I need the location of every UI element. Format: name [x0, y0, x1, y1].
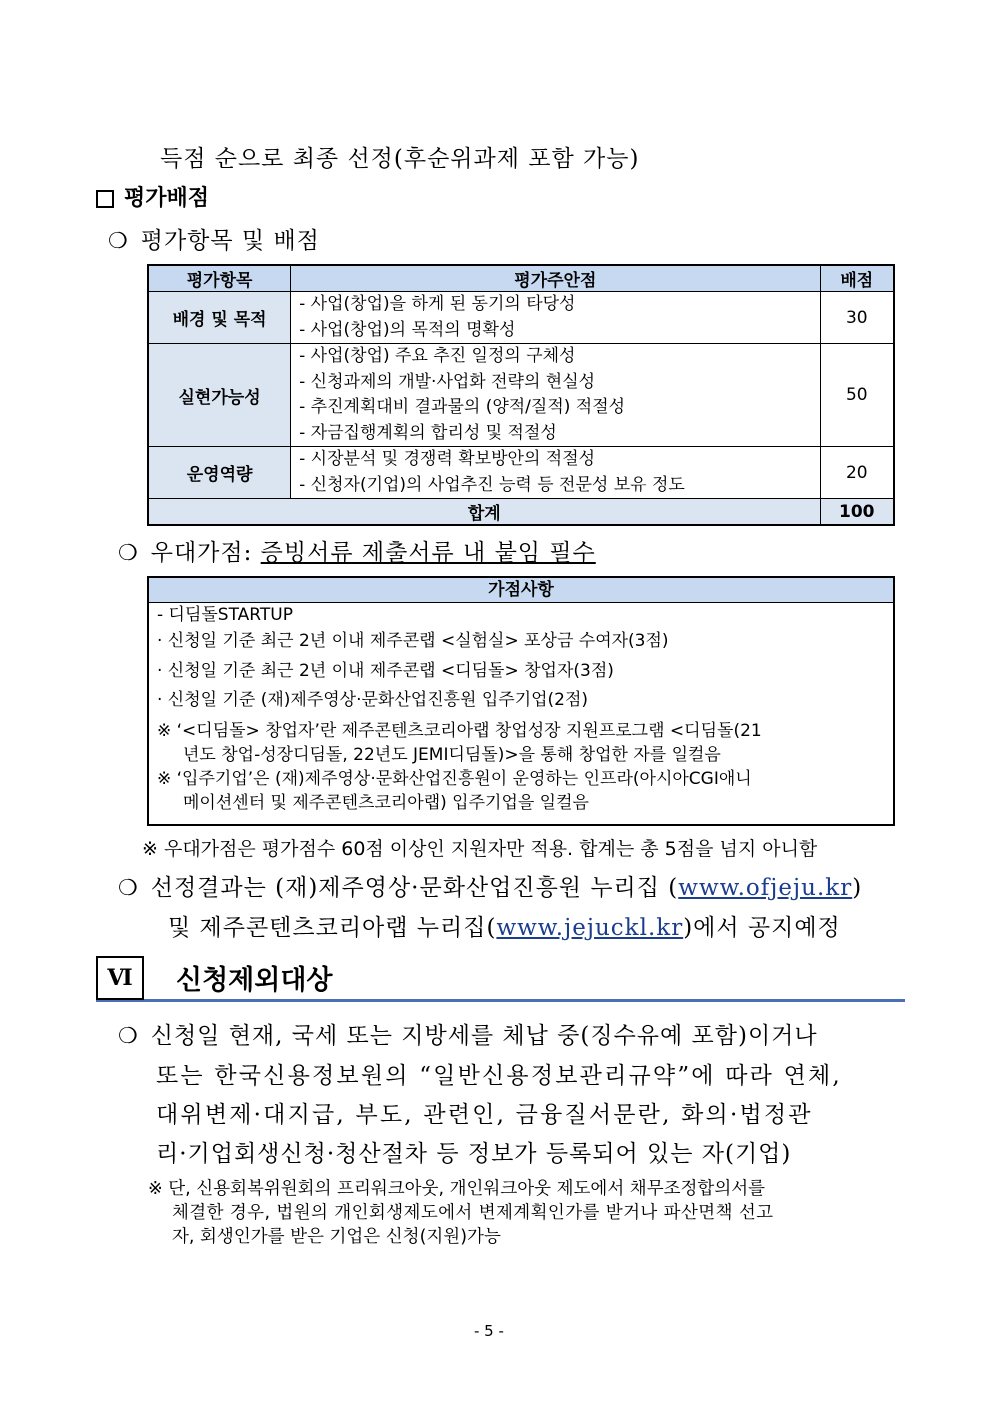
row-items: [291, 344, 820, 447]
bonus-box-header: 가점사항: [149, 578, 893, 603]
criteria-item: - 자금집행계획의 합리성 및 적절성: [299, 422, 557, 443]
col-header-category: 평가항목: [148, 265, 291, 292]
bonus-footnote: ※ 우대가점은 평가점수 60점 이상인 지원자만 적용. 합계는 총 5점을 넘지 아니함: [142, 838, 818, 860]
col-header-score: 배점: [820, 265, 894, 292]
criteria-item: - 사업(창업)을 하게 된 동기의 타당성: [299, 294, 576, 314]
table-row: [148, 292, 894, 344]
ofjeju-link[interactable]: www.ofjeju.kr: [678, 875, 853, 901]
section-rule: [96, 999, 905, 1002]
announce-text: ): [852, 875, 863, 901]
circle-bullet-icon: ❍: [108, 229, 129, 254]
announce-text: 선정결과는 (재)제주영상·문화산업진흥원 누리집 (: [150, 875, 679, 901]
announce-text: )에서 공지예정: [683, 915, 841, 941]
row-items: [291, 447, 820, 499]
announce-line-2: [168, 909, 841, 942]
continuation-text: 득점 순으로 최종 선정(후순위과제 포함 가능): [160, 146, 640, 172]
row-category: 배경 및 목적: [148, 292, 291, 344]
section-number-box: Ⅵ: [96, 956, 144, 1000]
bonus-box-body: [149, 603, 893, 815]
total-row: [148, 499, 894, 526]
exclusion-line: 대위변제·대지급, 부도, 관련인, 금융질서문란, 화의·법정관: [156, 1102, 813, 1128]
exclusion-line: 또는 한국신용정보원의 “일반신용정보관리규약”에 따라 연체,: [156, 1063, 842, 1089]
bonus-line: - 디딤돌STARTUP: [157, 605, 293, 625]
row-category: 실현가능성: [148, 344, 291, 447]
criteria-item: - 사업(창업) 주요 추진 일정의 구체성: [299, 346, 576, 366]
criteria-item: - 시장분석 및 경쟁력 확보방안의 적절성: [299, 449, 596, 469]
bonus-label: 우대가점:: [150, 540, 261, 566]
exclusion-note: 체결한 경우, 법원의 개인회생제도에서 변제계획인가를 받거나 파산면책 선고: [172, 1203, 774, 1223]
bonus-line: · 신청일 기준 (재)제주영상·문화산업진흥원 입주기업(2점): [157, 690, 589, 710]
eval-table-header: [148, 265, 894, 292]
eval-sub: [108, 222, 320, 255]
exclusion-note: ※ 단, 신용회복위원회의 프리워크아웃, 개인워크아웃 제도에서 채무조정합의서를: [148, 1179, 766, 1199]
exclusion-note: 자, 회생인가를 받은 기업은 신청(지원)가능: [172, 1227, 501, 1247]
row-score: 30: [820, 292, 894, 344]
col-header-criteria: 평가주안점: [291, 265, 820, 292]
eval-table: [147, 264, 895, 526]
row-category: 운영역량: [148, 447, 291, 499]
section-title: 신청제외대상: [176, 965, 333, 996]
exclusion-text: 신청일 현재, 국세 또는 지방세를 체납 중(징수유예 포함)이거나: [150, 1023, 818, 1049]
bonus-line: · 신청일 기준 최근 2년 이내 제주콘랩 <실험실> 포상금 수여자(3점): [157, 631, 669, 651]
bonus-box: [147, 576, 895, 826]
circle-bullet-icon: ❍: [118, 541, 139, 566]
criteria-item: - 사업(창업)의 목적의 명확성: [299, 319, 516, 340]
total-score: 100: [820, 499, 894, 526]
page-number: - 5 -: [474, 1322, 504, 1340]
row-items: [291, 292, 820, 344]
circle-bullet-icon: ❍: [118, 876, 139, 901]
announce-text: 및 제주콘텐츠코리아랩 누리집(: [168, 915, 497, 941]
checkbox-square-icon: [96, 190, 114, 208]
eval-heading: [96, 181, 209, 212]
exclusion-line: [118, 1017, 818, 1050]
row-score: 50: [820, 344, 894, 447]
eval-heading-text: 평가배점: [124, 186, 210, 211]
bonus-note: 메이션센터 및 제주콘텐츠코리아랩) 입주기업을 일컬음: [183, 792, 589, 813]
table-row: [148, 344, 894, 447]
circle-bullet-icon: ❍: [118, 1024, 139, 1049]
bonus-line: · 신청일 기준 최근 2년 이내 제주콘랩 <디딤돌> 창업자(3점): [157, 660, 614, 681]
criteria-item: - 추진계획대비 결과물의 (양적/질적) 적절성: [299, 397, 626, 417]
table-row: [148, 447, 894, 499]
criteria-item: - 신청자(기업)의 사업추진 능력 등 전문성 보유 정도: [299, 474, 685, 495]
criteria-item: - 신청과제의 개발·사업화 전략의 현실성: [299, 371, 596, 392]
bonus-note: ※ ‘입주기업’은 (재)제주영상·문화산업진흥원이 운영하는 인프라(아시아CGI애니: [157, 768, 752, 789]
eval-sub-text: 평가항목 및 배점: [140, 228, 320, 254]
jejuckl-link[interactable]: www.jejuckl.kr: [496, 915, 684, 941]
exclusion-line: 리·기업회생신청·청산절차 등 정보가 등록되어 있는 자(기업): [156, 1141, 792, 1167]
bonus-note: 년도 창업-성장디딤돌, 22년도 JEMI디딤돌)>을 통해 창업한 자를 일컬음: [183, 744, 721, 765]
bonus-note: ※ ‘<디딤돌> 창업자’란 제주콘텐츠코리아랩 창업성장 지원프로그램 <디딤돌(21: [157, 720, 762, 741]
total-label: 합계: [148, 499, 820, 526]
row-score: 20: [820, 447, 894, 499]
announce-line-1: [118, 869, 862, 902]
bonus-label-underlined: 증빙서류 제출서류 내 붙임 필수: [260, 540, 596, 566]
bonus-heading: [118, 534, 596, 567]
